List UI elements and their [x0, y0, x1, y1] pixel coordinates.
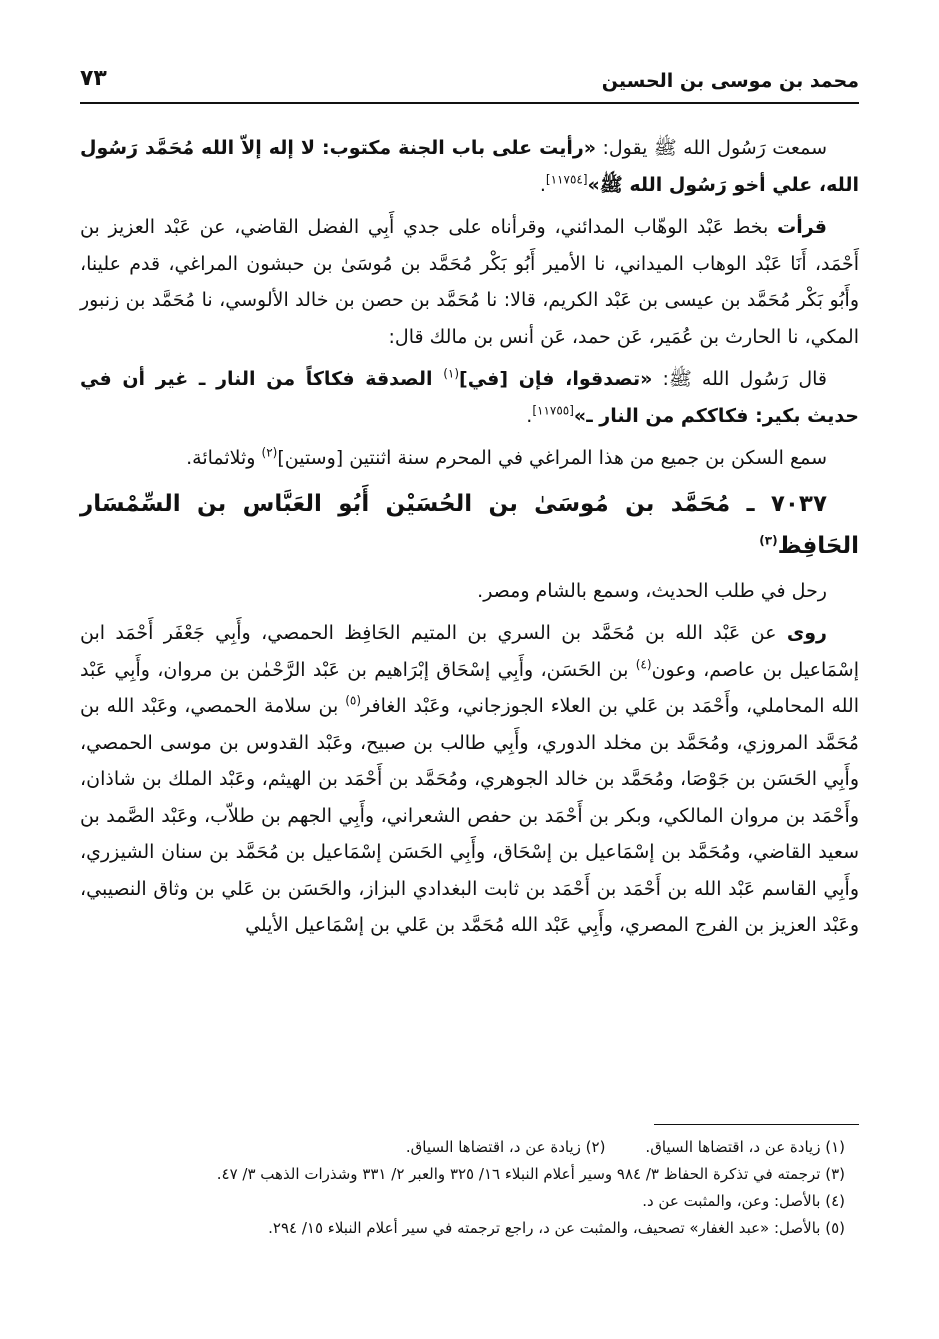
- footnote-marker: (٥): [345, 693, 362, 708]
- lead-word: قرأت: [777, 216, 827, 238]
- text-span: قال رَسُول الله ﷺ:: [652, 368, 827, 390]
- footnote-1: (١) زيادة عن د، اقتضاها السياق.: [645, 1138, 845, 1156]
- entry-title: ٧٠٣٧ ـ مُحَمَّد بن مُوسَىٰ بن الحُسَيْن أَبُو العَبَّاس بن السِّمْسَار الحَافِظ: [80, 490, 859, 559]
- text-span: بن سلامة الحمصي، وعَبْد الله بن مُحَمَّد المروزي، ومُحَمَّد بن مخلد الدوري، وأَبِي طالب بن صبيح، وعَبْد القدوس بن موسى الحمصي، وأَبِي الحَسَن بن جَوْصَا، ومُحَمَّد بن خالد الجوهري، ومُحَمَّد بن أَحْمَد بن الهيثم، وعَبْد الملك بن شاذان، وأَحْمَد بن مروان المالكي، وبكر بن أَحْمَد بن حفص الشعراني، وأَبِي الجهم بن طلاّب، وعَبْد الصَّمد بن سعيد القاضي، ومُحَمَّد بن إسْمَاعيل بن إسْحَاق، وأَبِي الحَسَن إسْمَاعيل بن مُحَمَّد بن سنان الشيزري، وأَبِي القاسم عَبْد الله بن أَحْمَد بن أَحْمَد بن ثابت البغدادي البزاز، والحَسَن بن عَلي بن وثاق النصيبي، وعَبْد العزيز بن الفرج المصري، وأَبِي عَبْد الله مُحَمَّد بن عَلي بن إسْمَاعيل الأيلي: [80, 695, 859, 936]
- text-span: رحل في طلب الحديث، وسمع بالشام ومصر.: [477, 579, 827, 602]
- text-span: سمع السكن بن جميع من هذا المراغي في المحرم سنة اثنتين [وستين]: [277, 447, 827, 469]
- page-number: ٧٣: [80, 66, 107, 91]
- lead-word: روى: [786, 622, 827, 644]
- paragraph-hadith-1: [80, 130, 859, 203]
- paragraph-rihla: [80, 573, 859, 610]
- hadith-quote: «تصدقوا، فإن [في]: [459, 368, 653, 390]
- entry-heading: [80, 483, 859, 567]
- paragraph-isnad: [80, 209, 859, 355]
- running-header: [80, 62, 859, 104]
- text-span: عن عَبْد الله بن مُحَمَّد بن السري بن المتيم الحَافِظ الحمصي، وأَبِي جَعْفَر أَحْمَد ابن إسْمَاعيل بن عاصم، وعون: [80, 622, 859, 681]
- text-span: .: [526, 404, 533, 427]
- text-span: .: [539, 173, 546, 196]
- footnote-4: (٤) بالأصل: وعن، والمثبت عن د.: [642, 1192, 845, 1210]
- paragraph-hadith-2: [80, 361, 859, 434]
- footnote-divider: [654, 1124, 859, 1125]
- text-span: بن الحَسَن، وأَبِي إسْحَاق إبْرَاهيم بن عَبْد الرَّحْمٰن بن مروان، وأَبِي عَبْد الله المحاملي، وأَحْمَد بن عَلي بن العلاء الجوزجاني، وعَبْد الغافر: [80, 658, 859, 717]
- footnotes: [80, 1134, 859, 1242]
- running-title: محمد بن موسى بن الحسين: [601, 70, 859, 92]
- text-span: وثلاثمائة.: [186, 447, 262, 469]
- hadith-quote: «رأيت على باب الجنة مكتوب: لا إله إلاّ الله مُحَمَّد رَسُول الله، علي أخو رَسُول الله ﷺ»: [80, 137, 859, 196]
- paragraph-riwaya: [80, 615, 859, 944]
- main-text: [80, 130, 859, 950]
- hadith-ref-number: [١١٧٥٤]: [545, 172, 588, 187]
- hadith-ref-number: [١١٧٥٥]: [532, 403, 574, 418]
- text-span: بخط عَبْد الوهّاب المدائني، وقرأناه على جدي أَبِي الفضل القاضي، عن عَبْد العزيز بن أَحْمَد، أَنَا عَبْد الوهاب الميداني، نا الأمير أَبُو بَكْر مُحَمَّد بن مُوسَىٰ بن حبشون المراغي، قدم علينا، وأَبُو بَكْر مُحَمَّد بن عيسى بن عَبْد الكريم، قالا: نا مُحَمَّد بن حصن بن خالد الألوسي، نا مُحَمَّد بن زنبور المكي، نا الحارث بن عُمَير، عَن حمد، عَن أنس بن مالك قال:: [80, 216, 859, 348]
- footnote-marker: (٢): [261, 445, 278, 460]
- footnote-2: (٢) زيادة عن د، اقتضاها السياق.: [405, 1138, 606, 1156]
- footnote-5: (٥) بالأصل: «عبد الغفار» تصحيف، والمثبت عن د، راجع ترجمته في سير أعلام النبلاء ١٥/ ٢٩٤.: [268, 1219, 845, 1237]
- text-span: سمعت رَسُول الله ﷺ يقول:: [596, 137, 827, 159]
- footnote-row: [80, 1134, 859, 1161]
- footnote-marker: (١): [443, 366, 460, 381]
- footnote-marker: (٤): [635, 657, 652, 672]
- hadith-quote: الصدقة فكاكاً من النار ـ غير أن في حديث بكير: فكاككم من النار ـ»: [80, 368, 859, 427]
- footnote-marker: (٣): [759, 532, 778, 547]
- footnote-3: (٣) ترجمته في تذكرة الحفاظ ٣/ ٩٨٤ وسير أعلام النبلاء ١٦/ ٣٢٥ والعبر ٢/ ٣٣١ وشذرات الذهب ٣/ ٤٧.: [216, 1165, 845, 1183]
- paragraph-sama: [80, 440, 859, 477]
